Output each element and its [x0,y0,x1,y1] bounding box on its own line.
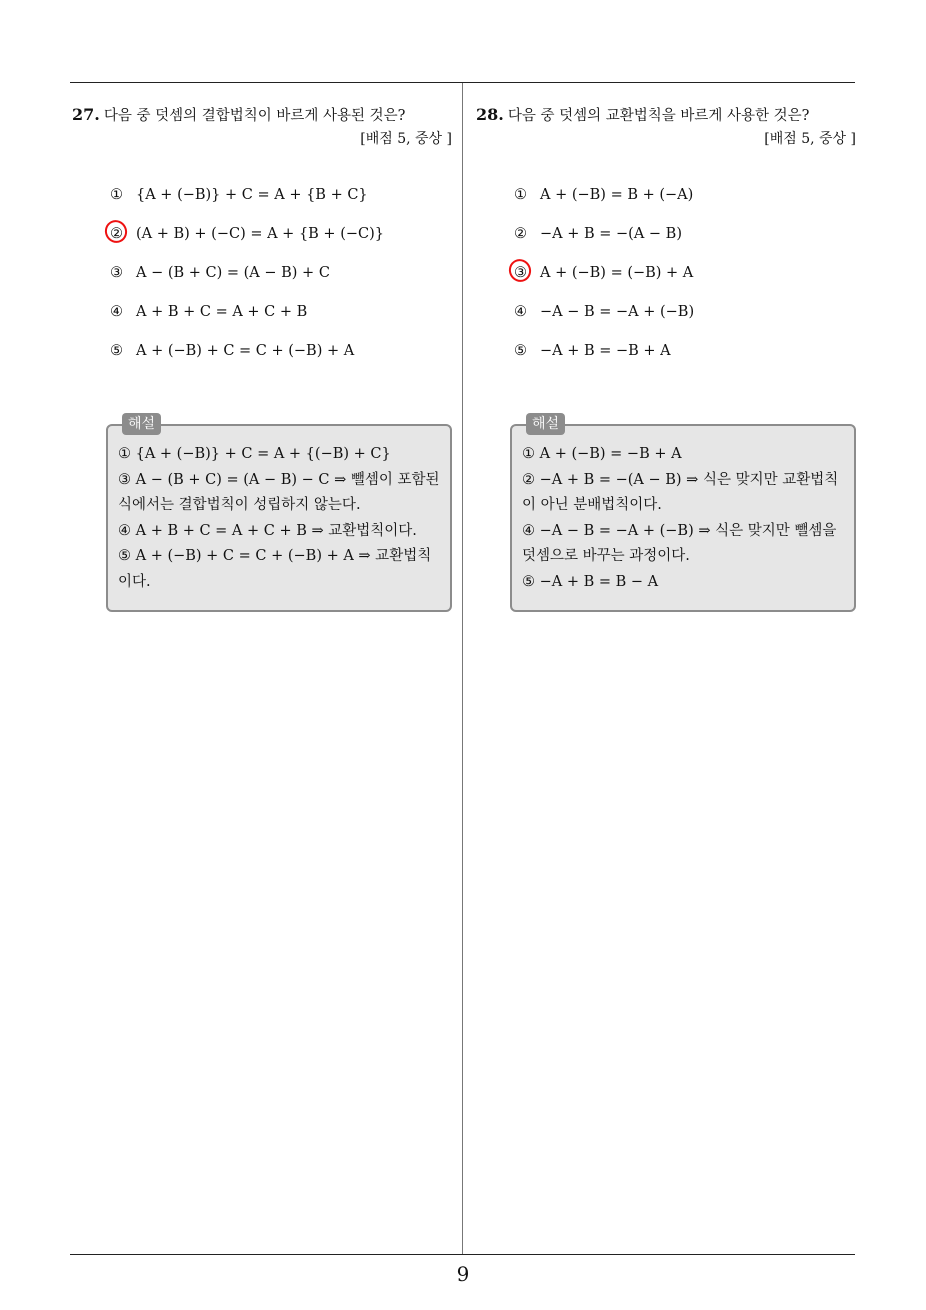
choice-text: A + B + C = A + C + B [136,304,308,320]
choice-5[interactable] [110,340,384,379]
question-prompt: 다음 중 덧셈의 결합법칙이 바르게 사용된 것은? [103,108,406,124]
choice-number: ② [110,226,123,242]
solution-line: ④ −A − B = −A + (−B) ⇒ 식은 맞지만 뺄셈을 [522,522,837,539]
footer-rule [70,1254,855,1255]
solution-box-28 [510,416,856,612]
solution-line: ⑤ A + (−B) + C = C + (−B) + A ⇒ 교환법칙 [118,548,432,564]
solution-line: 이 아닌 분배법칙이다. [522,497,662,513]
choice-number: ① [514,187,527,203]
choice-number: ⑤ [514,343,527,359]
question-score-difficulty: [배점 5, 중상 ] [360,131,452,147]
solution-body [118,442,442,595]
choice-2[interactable] [514,223,694,262]
question-prompt: 다음 중 덧셈의 교환법칙을 바르게 사용한 것은? [507,108,810,124]
choice-text: A − (B + C) = (A − B) + C [136,265,330,281]
choice-3[interactable] [110,262,384,301]
choice-number: ① [110,187,123,203]
solution-body [522,442,846,595]
solution-tag: 해설 [526,413,565,435]
solution-line: ③ A − (B + C) = (A − B) − C ⇒ 뺄셈이 포함된 [118,471,440,488]
choice-2[interactable] [110,223,384,262]
choice-1[interactable] [514,184,694,223]
choice-text: A + (−B) = B + (−A) [540,187,694,203]
solution-line: ④ A + B + C = A + C + B ⇒ 교환법칙이다. [118,522,417,539]
solution-line: ① {A + (−B)} + C = A + {(−B) + C} [118,446,391,462]
solution-tag: 해설 [122,413,161,435]
question-27 [72,104,452,359]
question-heading [476,104,856,127]
question-28 [476,104,856,359]
choice-text: {A + (−B)} + C = A + {B + C} [136,187,368,203]
choice-text: −A + B = −(A − B) [540,226,682,242]
solution-line: ② −A + B = −(A − B) ⇒ 식은 맞지만 교환법칙 [522,471,839,488]
question-score-difficulty: [배점 5, 중상 ] [764,131,856,147]
choice-number: ③ [514,265,527,281]
choice-number: ② [514,226,527,242]
answer-choices [514,184,694,379]
choice-4[interactable] [514,301,694,340]
choice-number: ④ [110,304,123,320]
choice-text: −A + B = −B + A [540,343,671,359]
solution-line: ① A + (−B) = −B + A [522,446,682,462]
question-heading [72,104,452,127]
solution-box-27 [106,416,452,612]
choice-text: −A − B = −A + (−B) [540,304,695,320]
solution-line: 식에서는 결합법칙이 성립하지 않는다. [118,497,361,513]
question-number: 27. [72,105,100,124]
choice-text: A + (−B) = (−B) + A [540,265,694,281]
solution-line: ⑤ −A + B = B − A [522,573,659,590]
choice-text: A + (−B) + C = C + (−B) + A [136,343,355,359]
column-divider [462,83,463,1254]
solution-line: 덧셈으로 바꾸는 과정이다. [522,548,690,564]
choice-text: (A + B) + (−C) = A + {B + (−C)} [136,226,384,242]
page-number: 9 [456,1262,470,1286]
solution-line: 이다. [118,573,151,590]
choice-4[interactable] [110,301,384,340]
answer-choices [110,184,384,379]
choice-number: ③ [110,265,123,281]
choice-1[interactable] [110,184,384,223]
choice-number: ⑤ [110,343,123,359]
choice-number: ④ [514,304,527,320]
choice-3[interactable] [514,262,694,301]
question-number: 28. [476,105,504,124]
choice-5[interactable] [514,340,694,379]
